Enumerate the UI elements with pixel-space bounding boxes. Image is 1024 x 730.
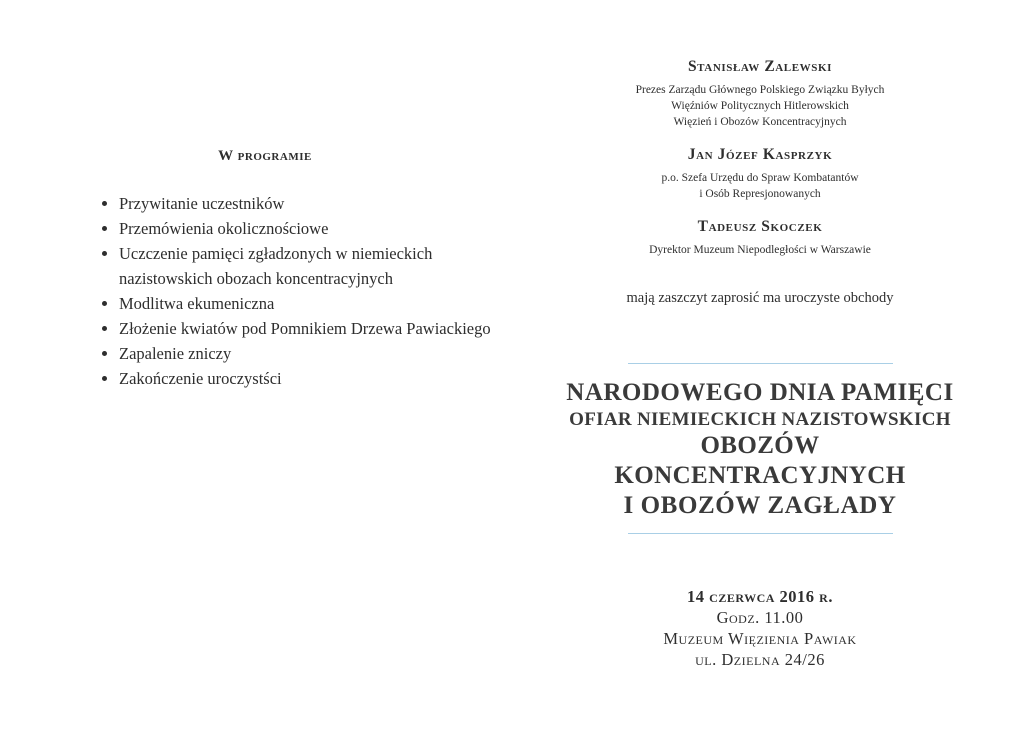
host-name: Jan Józef Kasprzyk <box>687 146 833 163</box>
invitation-panel <box>555 58 965 670</box>
invitation-text: mają zaszczyt zaprosić ma uroczyste obchody <box>626 290 894 306</box>
host-role-line: Dyrektor Muzeum Niepodległości w Warszawie <box>649 244 871 256</box>
event-title-line: NARODOWEGO DNIA PAMIĘCI <box>566 379 954 406</box>
programme-section <box>95 148 495 391</box>
event-address: ul. Dzielna 24/26 <box>695 650 825 669</box>
programme-item: • Modlitwa ekumeniczna <box>119 291 495 316</box>
host-role-line: i Osób Represjonowanych <box>699 188 821 200</box>
event-details <box>555 586 965 670</box>
programme-item: • Złożenie kwiatów pod Pomnikiem Drzewa Pawiackiego <box>119 316 495 341</box>
host-zalewski <box>555 58 965 130</box>
event-title-line: OFIAR NIEMIECKICH NAZISTOWSKICH <box>569 409 951 430</box>
host-name: Stanisław Zalewski <box>687 58 833 75</box>
event-title-line: OBOZÓW KONCENTRACYJNYCH <box>614 432 906 489</box>
programme-item: • Przemówienia okolicznościowe <box>119 216 495 241</box>
programme-title: W programie <box>218 148 312 164</box>
divider-top <box>628 363 893 364</box>
host-kasprzyk <box>555 146 965 202</box>
programme-item: • Zapalenie zniczy <box>119 341 495 366</box>
host-role-line: Prezes Zarządu Głównego Polskiego Związku Byłych <box>635 84 885 96</box>
programme-item: • Zakończenie uroczystści <box>119 366 495 391</box>
event-date: 14 czerwca 2016 r. <box>687 587 833 606</box>
host-skoczek <box>555 218 965 258</box>
divider-bottom <box>628 533 893 534</box>
host-role-line: p.o. Szefa Urzędu do Spraw Kombatantów <box>661 172 859 184</box>
host-name: Tadeusz Skoczek <box>697 218 823 235</box>
host-role-line: Więźniów Politycznych Hitlerowskich <box>671 100 849 112</box>
event-title <box>555 378 965 521</box>
event-time: Godz. 11.00 <box>716 608 804 627</box>
programme-item: • Uczczenie pamięci zgładzonych w niemieckich nazistowskich obozach koncentracyjnych <box>119 241 495 291</box>
host-role-line: Więzień i Obozów Koncentracyjnych <box>673 116 847 128</box>
programme-list <box>95 191 495 391</box>
programme-item: • Przywitanie uczestników <box>119 191 495 216</box>
event-title-line: I OBOZÓW ZAGŁADY <box>623 492 897 519</box>
event-venue: Muzeum Więzienia Pawiak <box>663 629 857 648</box>
